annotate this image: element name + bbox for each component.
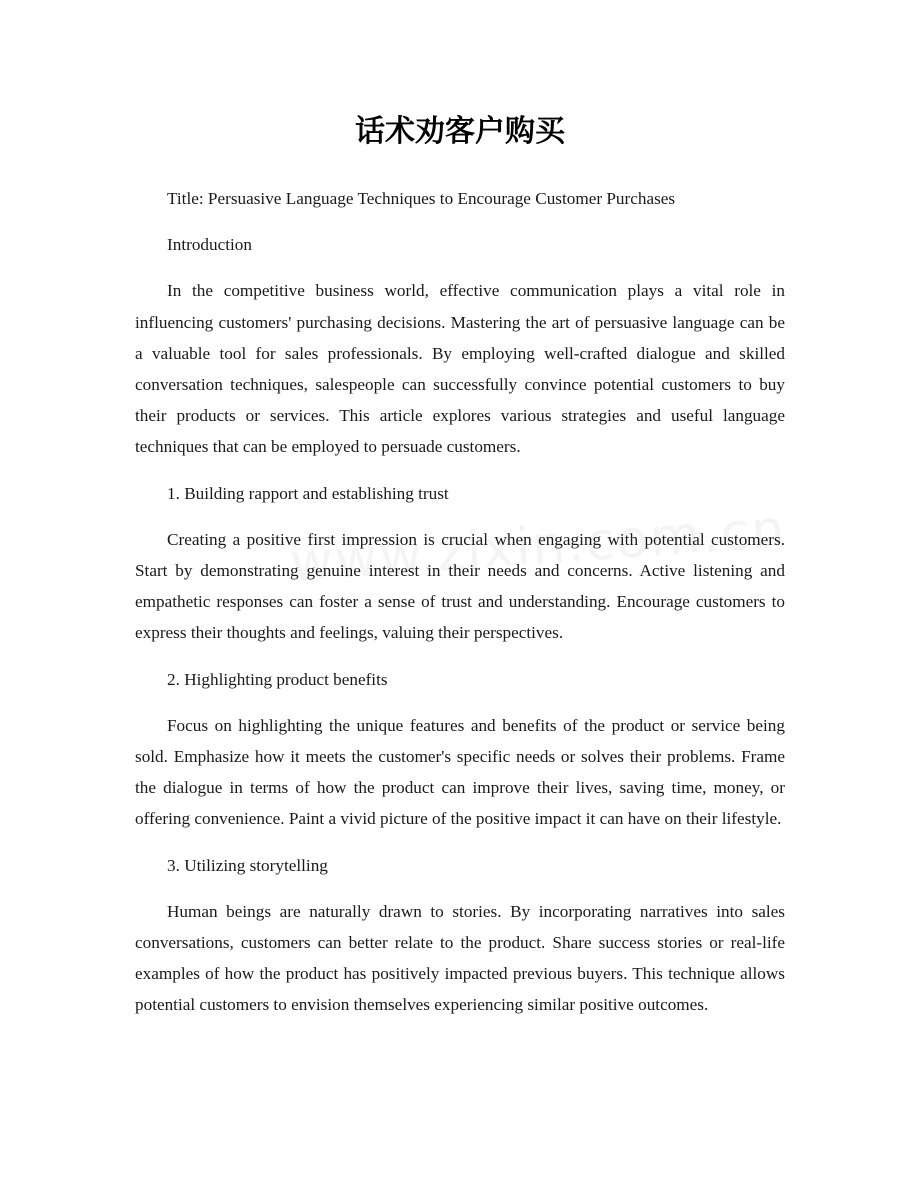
document-title: 话术劝客户购买 xyxy=(355,114,565,149)
section-heading-1: 1. Building rapport and establishing trust xyxy=(167,483,449,503)
section-heading-introduction: Introduction xyxy=(167,235,252,255)
document-body xyxy=(135,183,785,1036)
doc-title-line: Title: Persuasive Language Techniques to Encourage Customer Purchases xyxy=(167,189,676,208)
paragraph-section-3: Human beings are naturally drawn to stories. By incorporating narratives into sales conversations, customers can better relate to the product. Share success stories or real-life examples of how the product has positively impacted previous buyers. This technique allows potential customers to envision themselves experiencing similar positive outcomes. xyxy=(135,901,785,1015)
section-heading-2: 2. Highlighting product benefits xyxy=(167,669,388,689)
paragraph-introduction: In the competitive business world, effective communication plays a vital role in influencing customers' purchasing decisions. Mastering the art of persuasive language can be a valuable tool for sales professionals. By employing well-crafted dialogue and skilled conversation techniques, salespeople can successfully convince potential customers to buy their products or services. This article explores various strategies and useful language techniques that can be employed to persuade customers. xyxy=(135,281,785,457)
paragraph-section-2: Focus on highlighting the unique features and benefits of the product or service being sold. Emphasize how it meets the customer's specific needs or solves their problems. Frame the dialogue in terms of how the product can improve their lives, saving time, money, or offering convenience. Paint a vivid picture of the positive impact it can have on their lifestyle. xyxy=(135,715,785,829)
paragraph-section-1: Creating a positive first impression is crucial when engaging with potential customers. Start by demonstrating genuine interest in their needs and concerns. Active listening and empathetic responses can foster a sense of trust and understanding. Encourage customers to express their thoughts and feelings, valuing their perspectives. xyxy=(135,529,785,643)
section-heading-3: 3. Utilizing storytelling xyxy=(167,855,328,875)
